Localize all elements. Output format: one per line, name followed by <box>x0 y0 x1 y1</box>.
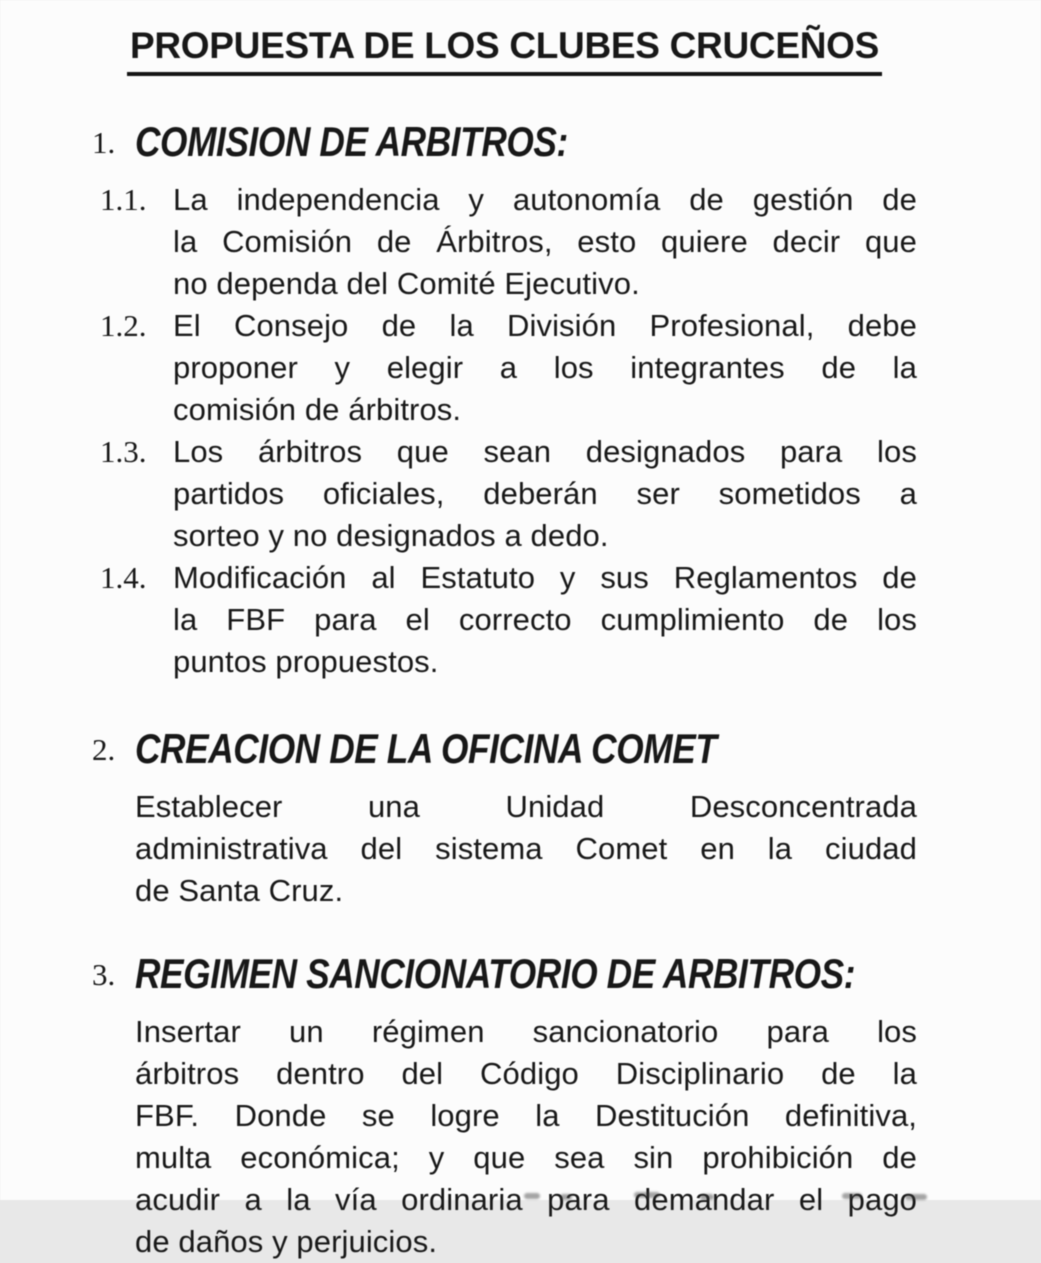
text-line: FBF. Donde se logre la Destitución definitiva, <box>135 1098 917 1133</box>
text-line: acudir a la vía ordinaria para demandar el pago <box>135 1182 917 1217</box>
text-line: Modificación al Estatuto y sus Reglamentos de <box>173 560 917 595</box>
document-title <box>92 24 917 76</box>
text-line: multa económica; y que sea sin prohibición de <box>135 1140 917 1175</box>
section-3-number: 3. <box>92 957 116 992</box>
section-1-heading-text: COMISION DE ARBITROS: <box>135 118 568 165</box>
text-line: la FBF para el correcto cumplimiento de los <box>173 602 917 637</box>
text-line: sorteo y no designados a dedo. <box>173 518 609 553</box>
text-line: El Consejo de la División Profesional, debe <box>173 308 917 343</box>
section-creacion-oficina-comet <box>92 727 917 912</box>
text-line: Insertar un régimen sancionatorio para los <box>135 1014 917 1049</box>
text-line: árbitros dentro del Código Disciplinario de la <box>135 1056 917 1091</box>
text-line: proponer y elegir a los integrantes de la <box>173 350 917 385</box>
text-line: no dependa del Comité Ejecutivo. <box>173 266 640 301</box>
document-title-text: PROPUESTA DE LOS CLUBES CRUCEÑOS <box>127 24 882 76</box>
section-3-heading <box>92 952 917 1006</box>
list-item-1-4-number: 1.4. <box>100 560 147 595</box>
text-line: La independencia y autonomía de gestión de <box>173 182 917 217</box>
text-line: Establecer una Unidad Desconcentrada <box>135 789 917 824</box>
text-line: comisión de árbitros. <box>173 392 462 427</box>
section-1-number: 1. <box>92 125 116 160</box>
section-2-number: 2. <box>92 732 116 767</box>
text-line: administrativa del sistema Comet en la ciudad <box>135 831 917 866</box>
list-item-1-3-number: 1.3. <box>100 434 147 469</box>
text-line: partidos oficiales, deberán ser sometidos a <box>173 476 917 511</box>
section-2-paragraph <box>135 786 917 912</box>
cutoff-next-line-fragment <box>700 1194 714 1200</box>
cutoff-next-line-fragment <box>524 1193 540 1199</box>
list-item-1-1-number: 1.1. <box>100 182 147 217</box>
cutoff-next-line-fragment <box>560 1194 572 1200</box>
text-line: de Santa Cruz. <box>135 873 344 908</box>
list-item-1-2-number: 1.2. <box>100 308 147 343</box>
section-2-heading <box>92 727 917 781</box>
list-item-1-2 <box>92 305 917 431</box>
section-2-heading-text: CREACION DE LA OFICINA COMET <box>135 725 717 772</box>
text-line: puntos propuestos. <box>173 644 439 679</box>
list-item-1-4 <box>92 557 917 683</box>
text-line: de daños y perjuicios. <box>135 1224 438 1259</box>
section-1-heading <box>92 120 917 174</box>
list-item-1-3 <box>92 431 917 557</box>
list-item-1-1 <box>92 179 917 305</box>
section-3-paragraph <box>135 1011 917 1263</box>
text-line: la Comisión de Árbitros, esto quiere decir que <box>173 224 917 259</box>
cutoff-next-line-fragment <box>905 1194 927 1200</box>
cutoff-next-line-fragment <box>634 1192 660 1198</box>
section-comision-de-arbitros <box>92 120 917 683</box>
cutoff-next-line-fragment <box>842 1193 862 1199</box>
section-3-heading-text: REGIMEN SANCIONATORIO DE ARBITROS: <box>135 950 856 997</box>
text-line: Los árbitros que sean designados para los <box>173 434 917 469</box>
section-regimen-sancionatorio <box>92 952 917 1263</box>
